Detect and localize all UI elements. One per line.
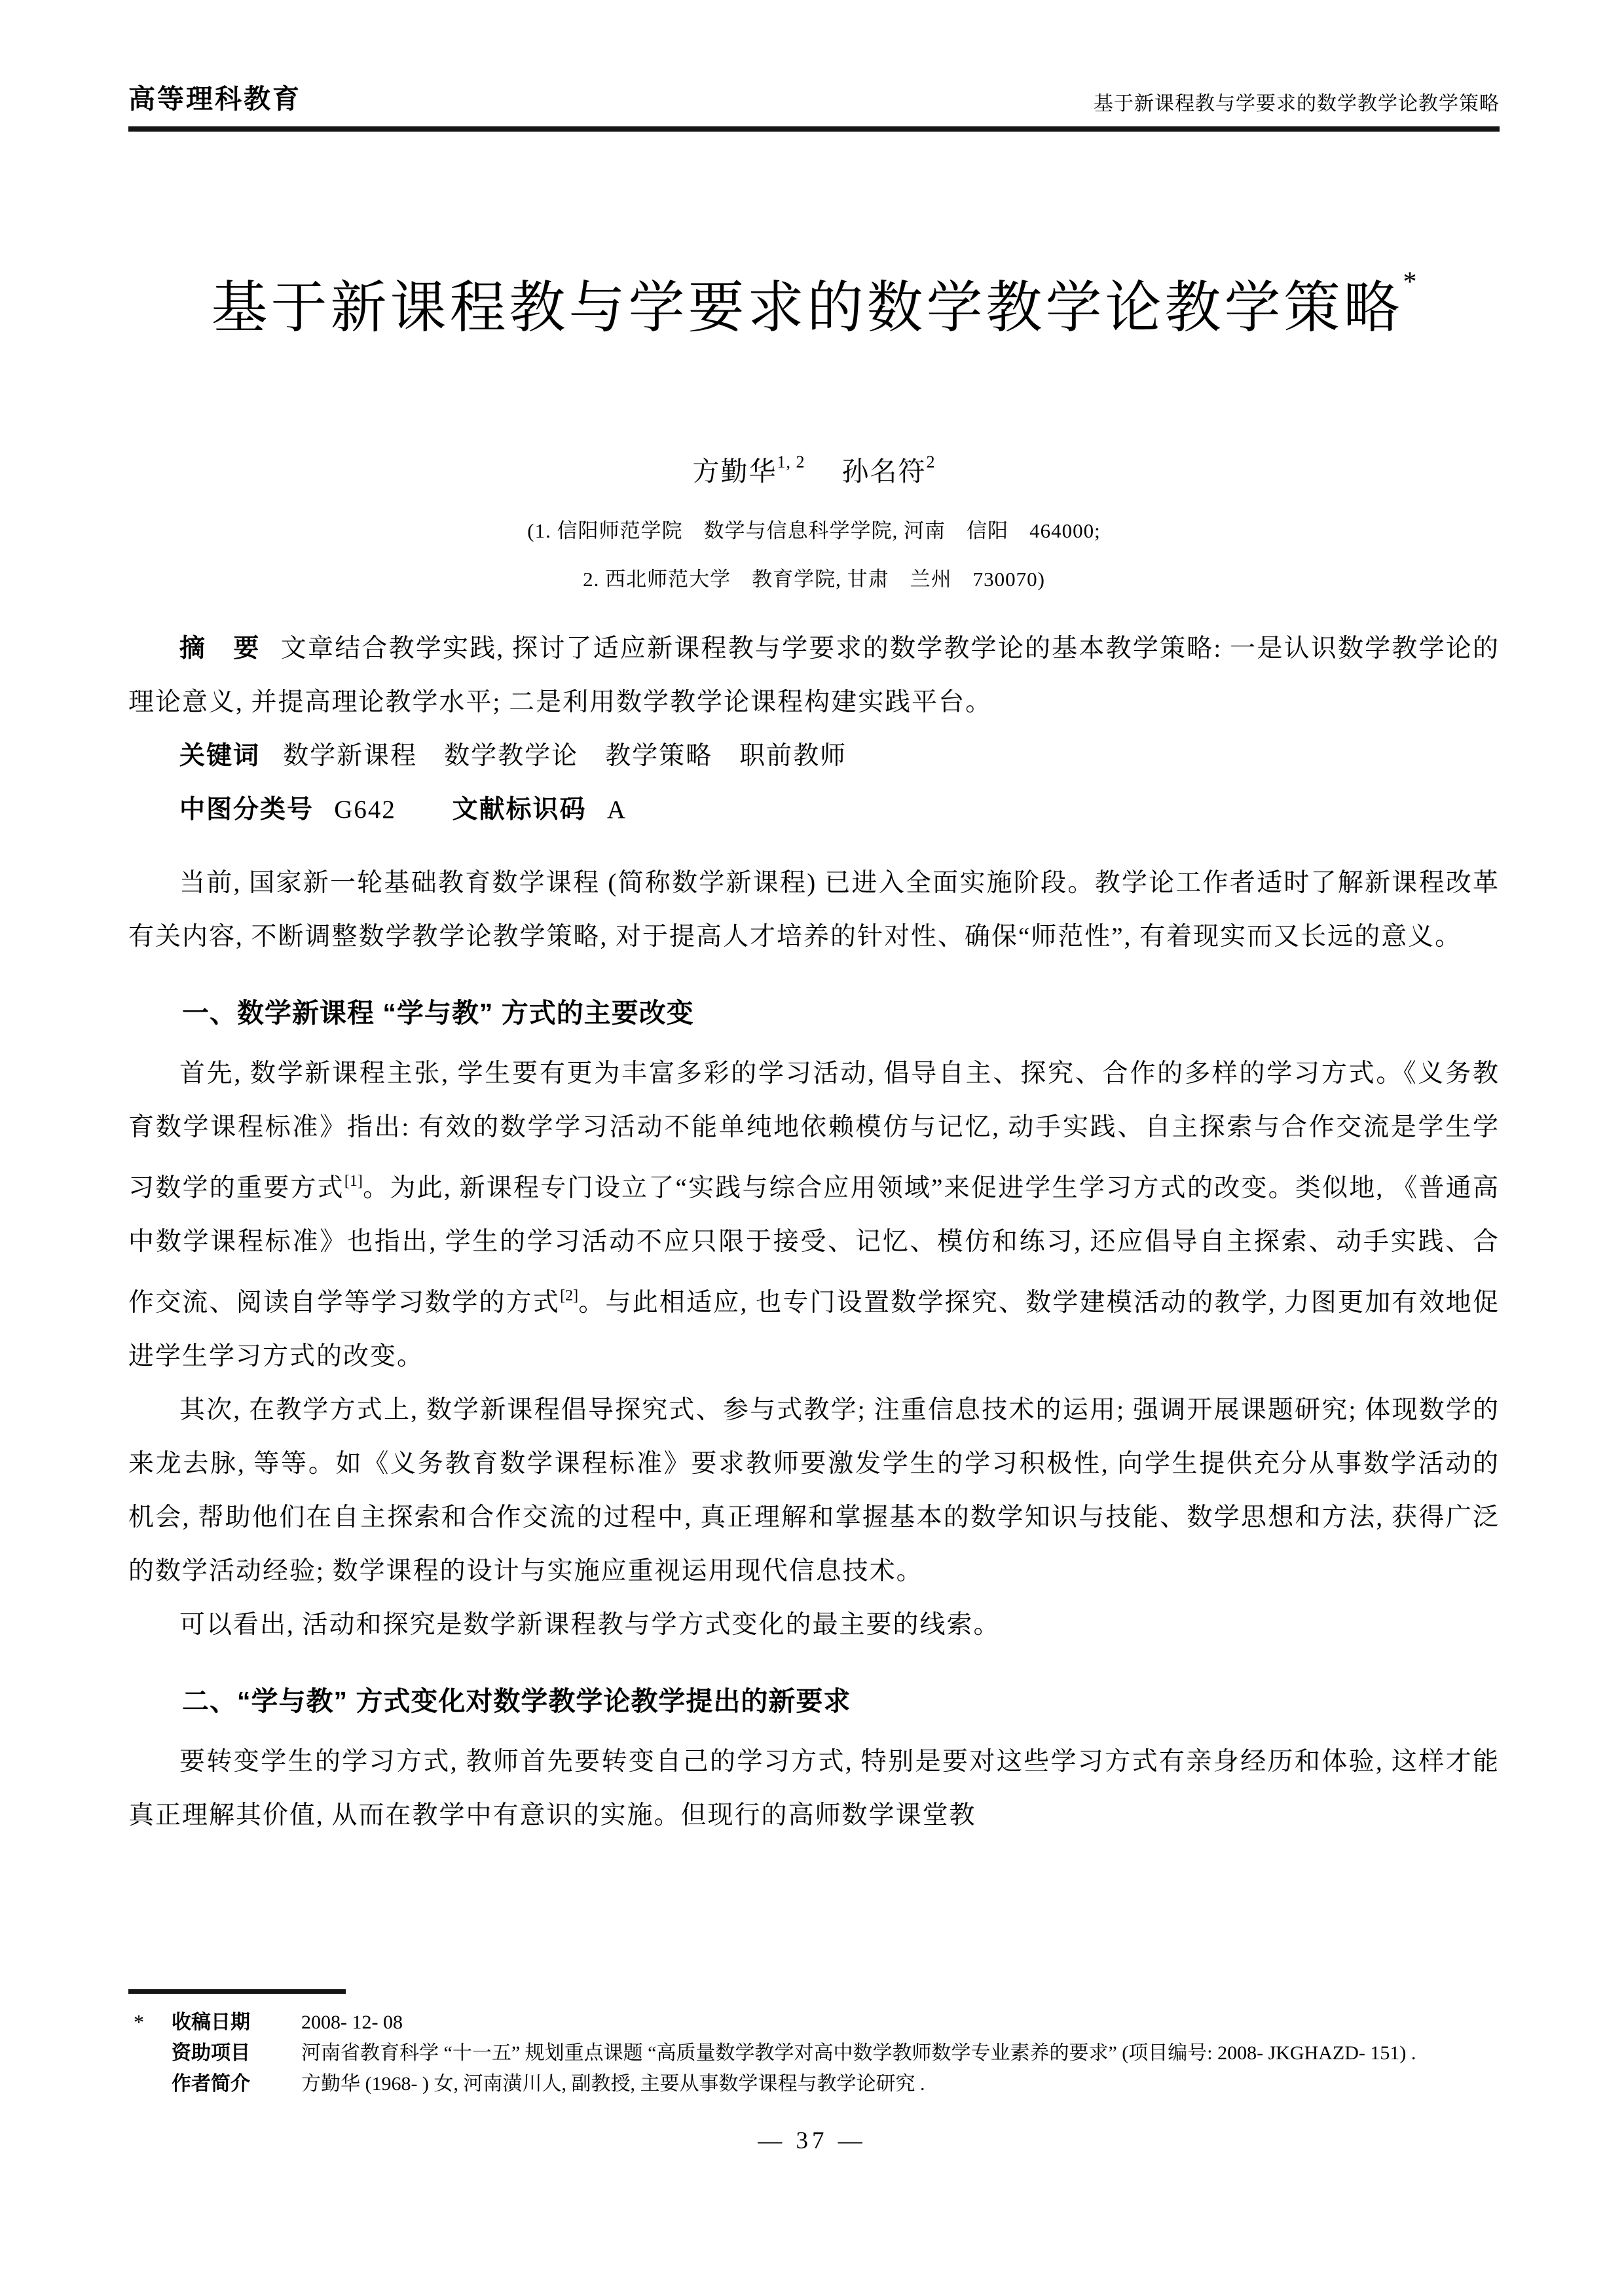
footnote-row [128,2068,1500,2099]
article-title [128,266,1500,342]
affiliations [128,507,1500,604]
body-paragraph: 可以看出, 活动和探究是数学新课程教与学方式变化的最主要的线索。 [179,1611,1001,1640]
body-paragraph: 其次, 在教学方式上, 数学新课程倡导探究式、参与式教学; 注重信息技术的运用; 强调开展课题研究; 体现数学的来龙去脉, 等等。如《义务教育数学课程标准》要求教师要激发学生的学习积极性, 向学生提供充分从事数学活动的机会, 帮助他们在自主探索和合作交流的过程中, 真正理解和掌握基本的数学知识与技能、数学思想和方法, 获得广泛的数学活动经验; 数学课程的设计与实施应重视运用现代信息技术。 [128,1396,1500,1586]
footnote-block [128,1989,1500,2099]
header-rule [128,126,1500,132]
section-heading: 一、数学新课程 “学与教” 方式的主要改变 [182,998,694,1029]
authors-line [128,450,1500,488]
footnote-label: 收稿日期 [172,2011,250,2033]
footnote-label: 资助项目 [172,2042,250,2064]
footnote-label: 作者简介 [172,2073,250,2095]
page-content [128,0,1500,1843]
footnote-rule [128,1989,346,1994]
citation-superscript: [1] [344,1173,363,1190]
page-header [128,0,1500,116]
author-name: 方勤华 [692,456,777,487]
footnote-mark-spacer [128,2068,172,2099]
abstract [128,622,1500,729]
abstract-text: 文章结合教学实践, 探讨了适应新课程教与学要求的数学教学论的基本教学策略: 一是认识数学教学论的理论意义, 并提高理论教学水平; 二是利用数学教学论课程构建实践平台。 [128,634,1500,717]
footnote-mark-spacer [128,2038,172,2068]
keywords-text: 数学新课程 数学教学论 教学策略 职前教师 [283,742,847,771]
footnote-text: 2008- 12- 08 [301,2011,403,2033]
body-paragraph: 当前, 国家新一轮基础教育数学课程 (简称数学新课程) 已进入全面实施阶段。教学论工作者适时了解新课程改革有关内容, 不断调整数学教学论教学策略, 对于提高人才培养的针对性、确保“师范性”, 有着现实而又长远的意义。 [128,869,1500,951]
footnote-text: 河南省教育科学 “十一五” 规划重点课题 “高质量数学教学对高中数学教师数学专业素养的要求” (项目编号: 2008- JKGHAZD- 151) . [301,2042,1416,2064]
clc-value: G642 [334,796,396,824]
body-paragraph: 要转变学生的学习方式, 教师首先要转变自己的学习方式, 特别是要对这些学习方式有亲身经历和体验, 这样才能真正理解其价值, 从而在教学中有意识的实施。但现行的高师数学课堂教 [128,1748,1500,1830]
page-number: — 37 — [758,2127,866,2154]
section-heading: 二、“学与教” 方式变化对数学教学论教学提出的新要求 [182,1686,851,1717]
article-title-text: 基于新课程教与学要求的数学教学论教学策略 [211,276,1403,339]
keywords-label: 关键词 [179,742,261,771]
article-body [128,856,1500,1843]
title-footnote-mark: * [1403,267,1417,297]
author-superscript: 1, 2 [777,452,805,472]
body-paragraph: 首先, 数学新课程主张, 学生要有更为丰富多彩的学习活动, 倡导自主、探究、合作的多样的学习方式。《义务教育数学课程标准》指出: 有效的数学学习活动不能单纯地依赖模仿与记忆, 动手实践、自主探索与合作交流是学生学习数学的重要方式[1]。为此, 新课程专门设立了“实践与综合应用领域”来促进学生学习方式的改变。类似地, 《普通高中数学课程标准》也指出, 学生的学习活动不应只限于接受、记忆、模仿和练习, 还应倡导自主探索、动手实践、合作交流、阅读自学等学习数学的方式[2]。与此相适应, 也专门设置数学探究、数学建模活动的教学, 力图更加有效地促进学生学习方式的改变。 [128,1059,1500,1371]
running-title: 基于新课程教与学要求的数学教学论教学策略 [1094,93,1500,115]
footnote-text: 方勤华 (1968- ) 女, 河南潢川人, 副教授, 主要从事数学课程与教学论研究 . [301,2073,925,2095]
author-superscript: 2 [926,452,936,472]
doc-code-label: 文献标识码 [452,796,587,824]
clc-label: 中图分类号 [179,796,314,824]
article-meta [128,622,1500,837]
footnote-mark: * [134,2010,144,2034]
abstract-label: 摘 要 [179,634,261,663]
footnote-row [128,2038,1500,2068]
journal-name: 高等理科教育 [128,84,301,114]
affiliation-line: 2. 西北师范大学 教育学院, 甘肃 兰州 730070) [583,568,1045,591]
footnote-row [128,2007,1500,2038]
classification [128,783,1500,837]
affiliation-line: (1. 信阳师范学院 数学与信息科学学院, 河南 信阳 464000; [527,519,1101,543]
doc-code-value: A [606,796,627,824]
author-name: 孙名符 [841,456,927,487]
citation-superscript: [2] [560,1287,579,1305]
keywords [128,729,1500,783]
